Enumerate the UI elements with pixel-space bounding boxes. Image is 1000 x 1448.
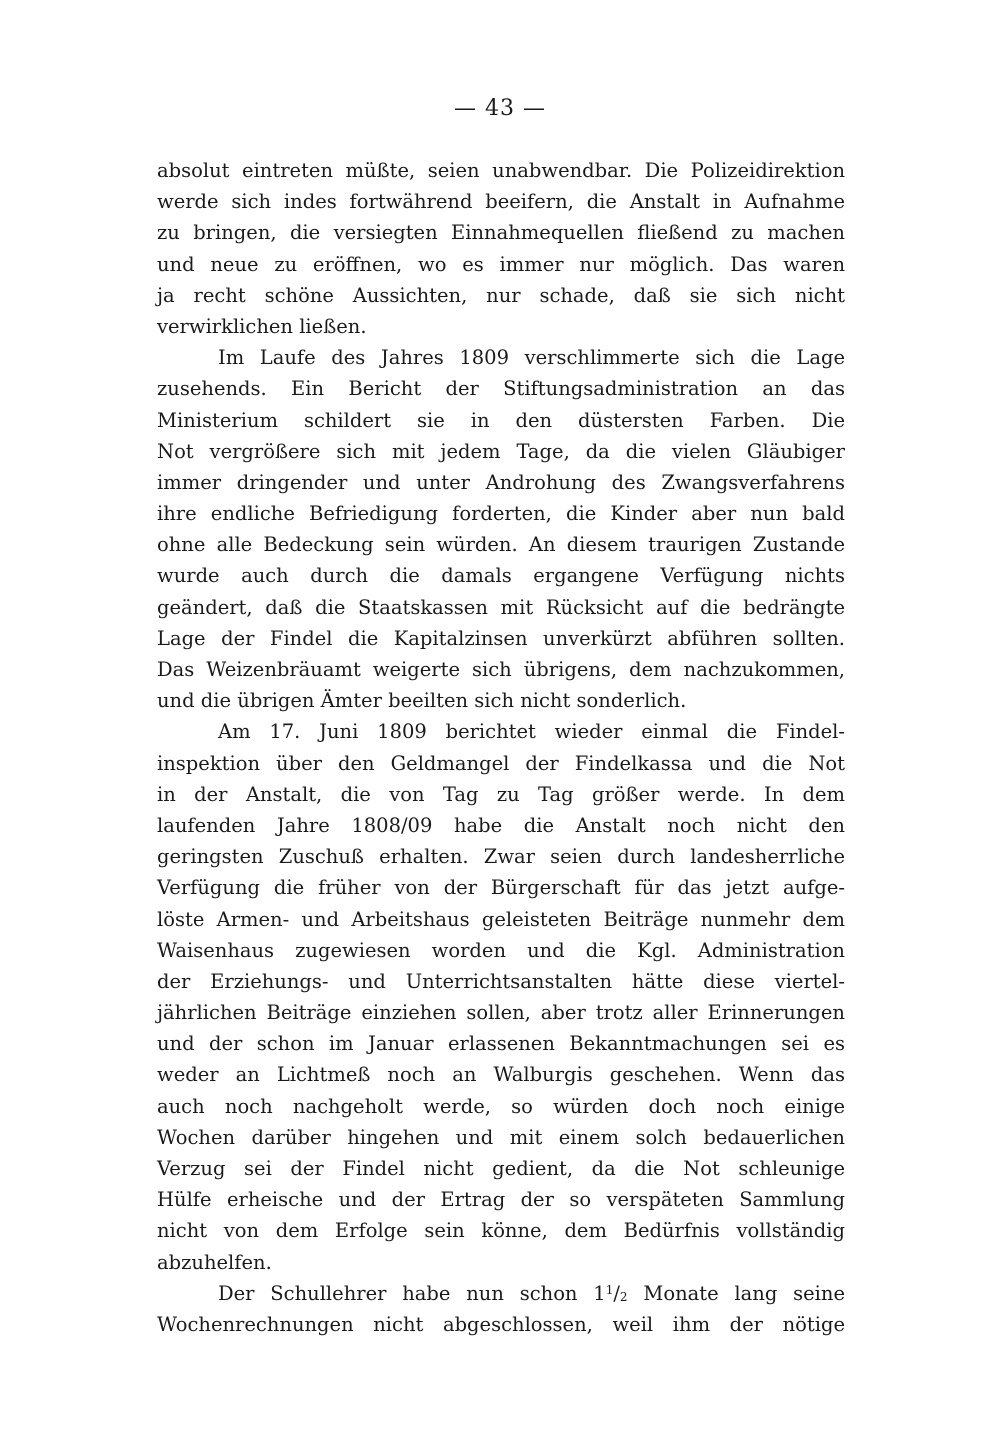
text-line: nicht von dem Erfolge sein könne, dem Bedürfnis vollständig (157, 1219, 845, 1243)
text-line-fraction: Der Schullehrer habe nun schon $1^1/_2$ Monate lang seine (218, 1281, 845, 1305)
text-line: geringsten Zuschuß erhalten. Zwar seien durch landesherrliche (157, 845, 845, 869)
text-line: und der schon im Januar erlassenen Bekanntmachungen sei es (157, 1032, 845, 1056)
text-line: Not vergrößere sich mit jedem Tage, da die vielen Gläubiger (157, 439, 845, 463)
text-line: und die übrigen Ämter beeilten sich nicht sonderlich. (157, 689, 687, 713)
text-line: der Erziehungs- und Unterrichtsanstalten hätte diese viertel- (157, 969, 845, 993)
text-line: auch noch nachgeholt werde, so würden doch noch einige (157, 1094, 845, 1118)
text-line: Wochen darüber hingehen und mit einem solch bedauerlichen (157, 1125, 845, 1149)
text-line: ihre endliche Befriedigung forderten, die Kinder aber nun bald (157, 502, 845, 526)
text-segment: Der Schullehrer habe nun schon 1 (218, 1281, 606, 1305)
text-line: jährlichen Beiträge einziehen sollen, aber trotz aller Erinnerungen (157, 1001, 845, 1025)
text-line: Verzug sei der Findel nicht gedient, da die Not schleunige (157, 1157, 845, 1180)
text-line: ohne alle Bedeckung sein würden. An diesem traurigen Zustande (157, 533, 845, 557)
text-line: Im Laufe des Jahres 1809 verschlimmerte sich die Lage (218, 346, 845, 370)
text-line: inspektion über den Geldmangel der Findelkassa und die Not (157, 751, 845, 775)
page-number: — 43 — (454, 96, 546, 121)
text-line: ja recht schöne Aussichten, nur schade, daß sie sich nicht (157, 283, 845, 307)
text-line: abzuhelfen. (157, 1250, 272, 1274)
text-line: Hülfe erheische und der Ertrag der so verspäteten Sammlung (157, 1188, 845, 1212)
text-line: Das Weizenbräuamt weigerte sich übrigens, dem nachzukommen, (157, 658, 845, 681)
body-text (157, 155, 845, 1340)
text-line: zu bringen, die versiegten Einnahmequellen fließend zu machen (157, 221, 845, 245)
text-line: Lage der Findel die Kapitalzinsen unverkürzt abführen sollten. (157, 626, 845, 650)
text-line: geändert, daß die Staatskassen mit Rücksicht auf die bedrängte (157, 595, 845, 619)
text-line: Wochenrechnungen nicht abgeschlossen, weil ihm der nötige (157, 1312, 845, 1336)
text-line: weder an Lichtmeß noch an Walburgis geschehen. Wenn das (157, 1063, 845, 1087)
text-line: Verfügung die früher von der Bürgerschaft für das jetzt aufge- (157, 876, 845, 900)
text-line: zusehends. Ein Bericht der Stiftungsadministration an das (157, 377, 845, 401)
fraction-numerator: 1 (605, 1282, 614, 1297)
text-line: Am 17. Juni 1809 berichtet wieder einmal die Findel- (218, 720, 845, 744)
text-line: Ministerium schildert sie in den düstersten Farben. Die (157, 408, 845, 432)
text-line: immer dringender und unter Androhung des Zwangsverfahrens (157, 470, 845, 494)
text-line: und neue zu eröffnen, wo es immer nur möglich. Das waren (157, 252, 845, 276)
text-line: verwirklichen ließen. (157, 314, 367, 338)
text-line: in der Anstalt, die von Tag zu Tag größer werde. In dem (157, 782, 845, 806)
text-line: werde sich indes fortwährend beeifern, die Anstalt in Aufnahme (157, 190, 845, 214)
text-line: absolut eintreten müßte, seien unabwendbar. Die Polizeidirektion (157, 159, 845, 182)
fraction-denominator: 2 (619, 1289, 628, 1304)
text-line: laufenden Jahre 1808/09 habe die Anstalt noch nicht den (157, 813, 845, 837)
text-line: Waisenhaus zugewiesen worden und die Kgl. Administration (157, 938, 845, 962)
text-segment: Monate lang seine (627, 1281, 845, 1305)
text-line: wurde auch durch die damals ergangene Verfügung nichts (157, 564, 845, 588)
text-line: löste Armen- und Arbeitshaus geleisteten Beiträge nunmehr dem (157, 907, 845, 931)
